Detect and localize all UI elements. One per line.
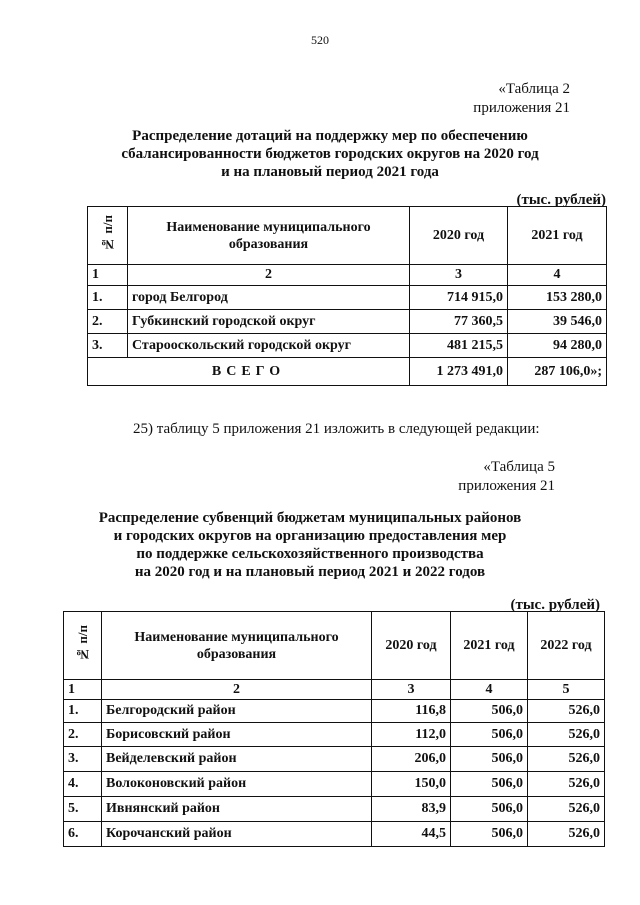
header-name: Наименование муниципального образования xyxy=(128,207,410,265)
colnum-cell: 3 xyxy=(372,680,451,700)
header-num: № п/п xyxy=(88,207,128,265)
table2-title xyxy=(80,127,580,181)
row-2020: 481 215,5 xyxy=(410,334,508,358)
table2-reference xyxy=(360,80,570,118)
table2 xyxy=(87,206,607,386)
header-2022: 2022 год xyxy=(528,612,605,680)
row-2021: 506,0 xyxy=(451,747,528,772)
table5-title-line: и городских округов на организацию предоставления мер xyxy=(113,528,507,544)
row-2021: 506,0 xyxy=(451,822,528,847)
row-2022: 526,0 xyxy=(528,700,605,723)
row-num: 2. xyxy=(88,310,128,334)
table2-ref-line2: приложения 21 xyxy=(473,100,570,116)
total-label: ВСЕГО xyxy=(88,358,410,386)
table2-title-line: и на плановый период 2021 года xyxy=(221,164,439,180)
header-2020: 2020 год xyxy=(410,207,508,265)
row-num: 3. xyxy=(88,334,128,358)
table-row xyxy=(64,700,605,723)
table2-colnum-row xyxy=(88,265,607,286)
row-num: 1. xyxy=(88,286,128,310)
row-2020: 112,0 xyxy=(372,723,451,747)
table5 xyxy=(63,611,605,847)
row-name: город Белгород xyxy=(128,286,410,310)
row-name: Старооскольский городской округ xyxy=(128,334,410,358)
table2-title-line: сбалансированности бюджетов городских округов на 2020 год xyxy=(121,146,539,162)
table-row xyxy=(64,723,605,747)
header-2021: 2021 год xyxy=(508,207,607,265)
row-2021: 153 280,0 xyxy=(508,286,607,310)
row-name: Вейделевский район xyxy=(102,747,372,772)
total-2020: 1 273 491,0 xyxy=(410,358,508,386)
row-2020: 116,8 xyxy=(372,700,451,723)
table-row xyxy=(64,822,605,847)
colnum-cell: 1 xyxy=(88,265,128,286)
total-2021: 287 106,0»; xyxy=(508,358,607,386)
row-2021: 39 546,0 xyxy=(508,310,607,334)
row-name: Белгородский район xyxy=(102,700,372,723)
header-num: № п/п xyxy=(64,612,102,680)
table5-reference xyxy=(340,458,555,496)
table2-ref-line1: «Таблица 2 xyxy=(498,81,570,97)
row-2021: 506,0 xyxy=(451,772,528,797)
row-num: 2. xyxy=(64,723,102,747)
header-2021: 2021 год xyxy=(451,612,528,680)
colnum-cell: 4 xyxy=(451,680,528,700)
table2-header-row xyxy=(88,207,607,265)
row-2020: 77 360,5 xyxy=(410,310,508,334)
row-name: Волоконовский район xyxy=(102,772,372,797)
colnum-cell: 4 xyxy=(508,265,607,286)
row-2020: 206,0 xyxy=(372,747,451,772)
table5-units: (тыс. рублей) xyxy=(510,597,600,613)
table-row xyxy=(64,747,605,772)
page-number: 520 xyxy=(311,33,329,47)
row-num: 5. xyxy=(64,797,102,822)
row-2022: 526,0 xyxy=(528,797,605,822)
row-name: Корочанский район xyxy=(102,822,372,847)
table-row xyxy=(64,797,605,822)
table-row xyxy=(88,334,607,358)
colnum-cell: 1 xyxy=(64,680,102,700)
row-2021: 506,0 xyxy=(451,797,528,822)
row-num: 4. xyxy=(64,772,102,797)
row-2020: 44,5 xyxy=(372,822,451,847)
table2-units: (тыс. рублей) xyxy=(516,192,606,208)
table-row xyxy=(64,772,605,797)
row-2020: 150,0 xyxy=(372,772,451,797)
table-row xyxy=(88,286,607,310)
row-num: 6. xyxy=(64,822,102,847)
colnum-cell: 5 xyxy=(528,680,605,700)
row-name: Губкинский городской округ xyxy=(128,310,410,334)
table5-colnum-row xyxy=(64,680,605,700)
colnum-cell: 2 xyxy=(128,265,410,286)
row-2020: 83,9 xyxy=(372,797,451,822)
row-2021: 506,0 xyxy=(451,700,528,723)
row-num: 3. xyxy=(64,747,102,772)
table5-ref-line2: приложения 21 xyxy=(458,478,555,494)
table2-title-line: Распределение дотаций на поддержку мер по обеспечению xyxy=(132,128,528,144)
row-2022: 526,0 xyxy=(528,723,605,747)
table-row xyxy=(88,310,607,334)
row-2021: 506,0 xyxy=(451,723,528,747)
table2-total-row xyxy=(88,358,607,386)
row-2022: 526,0 xyxy=(528,822,605,847)
header-name: Наименование муниципального образования xyxy=(102,612,372,680)
row-num: 1. xyxy=(64,700,102,723)
row-name: Борисовский район xyxy=(102,723,372,747)
table5-title xyxy=(70,509,550,581)
row-2020: 714 915,0 xyxy=(410,286,508,310)
row-name: Ивнянский район xyxy=(102,797,372,822)
amendment-paragraph: 25) таблицу 5 приложения 21 изложить в следующей редакции: xyxy=(133,421,540,437)
row-2022: 526,0 xyxy=(528,747,605,772)
table5-title-line: по поддержке сельскохозяйственного производства xyxy=(136,546,484,562)
row-2022: 526,0 xyxy=(528,772,605,797)
table5-title-line: Распределение субвенций бюджетам муниципальных районов xyxy=(98,510,522,526)
table5-ref-line1: «Таблица 5 xyxy=(483,459,555,475)
colnum-cell: 2 xyxy=(102,680,372,700)
table5-title-line: на 2020 год и на плановый период 2021 и 2022 годов xyxy=(134,564,486,580)
row-2021: 94 280,0 xyxy=(508,334,607,358)
colnum-cell: 3 xyxy=(410,265,508,286)
table5-header-row xyxy=(64,612,605,680)
header-2020: 2020 год xyxy=(372,612,451,680)
